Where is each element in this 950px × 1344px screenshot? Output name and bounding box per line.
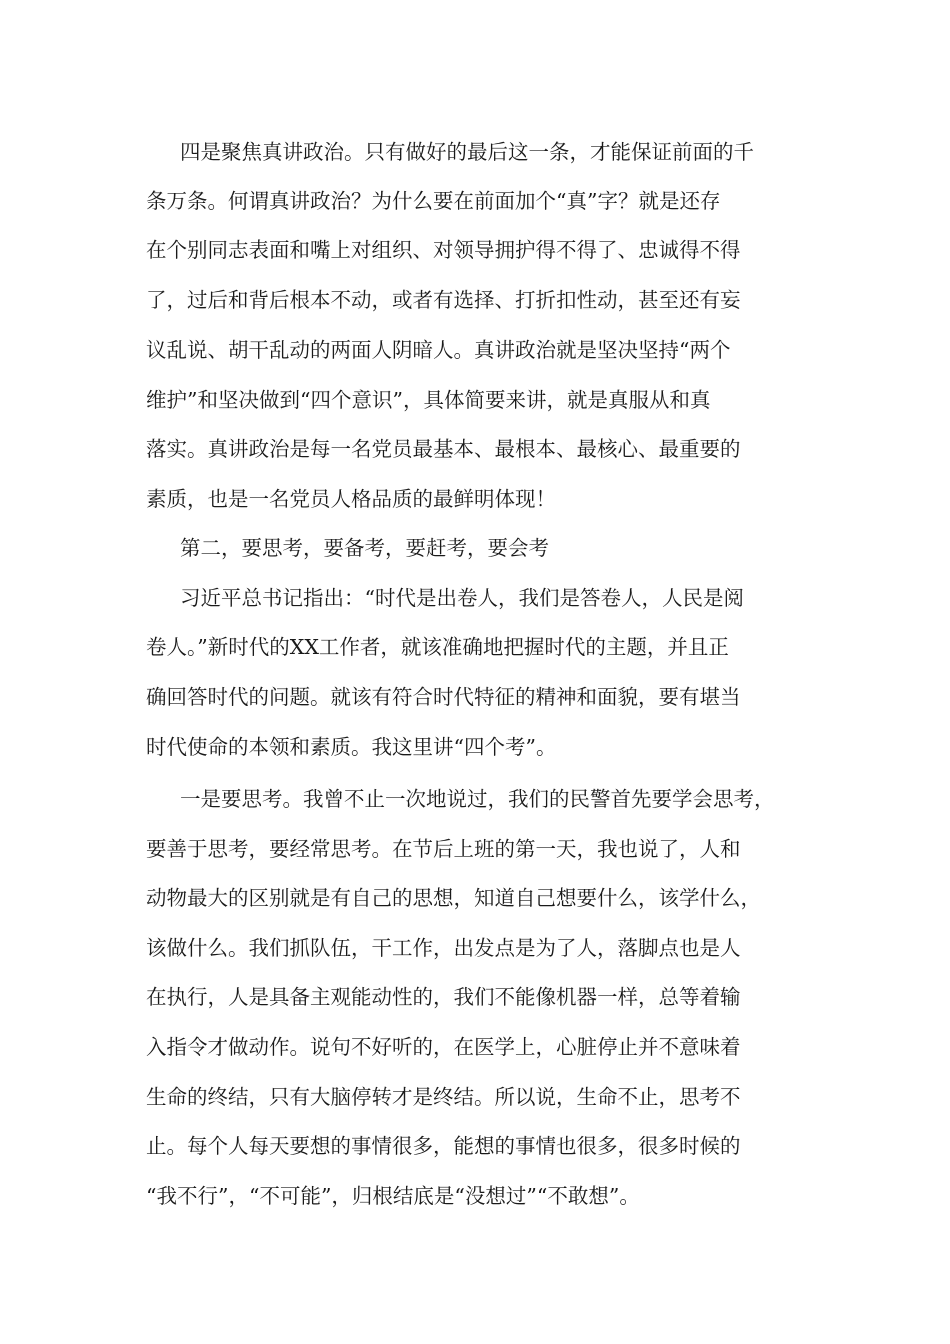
paragraph-4-line-8: 止。每个人每天要想的事情很多，能想的事情也很多，很多时候的 xyxy=(146,1134,741,1158)
paragraph-1-line-3: 在个别同志表面和嘴上对组织、对领导拥护得不得了、忠诚得不得 xyxy=(146,238,741,262)
paragraph-4-line-6: 入指令才做动作。说句不好听的，在医学上，心脏停止并不意味着 xyxy=(146,1035,741,1059)
paragraph-3-line-4: 时代使命的本领和素质。我这里讲“四个考”。 xyxy=(146,735,557,759)
paragraph-1-line-6: 维护”和坚决做到“四个意识”，具体简要来讲，就是真服从和真 xyxy=(146,388,711,412)
paragraph-4-line-9: “我不行”，“不可能”，归根结底是“没想过”“不敢想”。 xyxy=(146,1184,640,1208)
paragraph-4-line-2: 要善于思考，要经常思考。在节后上班的第一天，我也说了，人和 xyxy=(146,837,741,861)
paragraph-1-line-7: 落实。真讲政治是每一名党员最基本、最根本、最核心、最重要的 xyxy=(146,437,741,461)
paragraph-4-line-7: 生命的终结，只有大脑停转才是终结。所以说，生命不止，思考不 xyxy=(146,1085,741,1109)
paragraph-4-line-4: 该做什么。我们抓队伍，干工作，出发点是为了人，落脚点也是人 xyxy=(146,936,741,960)
section-heading: 第二，要思考，要备考，要赶考，要会考 xyxy=(180,536,549,560)
paragraph-3-line-3: 确回答时代的问题。就该有符合时代特征的精神和面貌，要有堪当 xyxy=(146,685,741,709)
paragraph-1-line-2: 条万条。何谓真讲政治？为什么要在前面加个“真”字？就是还存 xyxy=(146,189,721,213)
paragraph-1-line-5: 议乱说、胡干乱动的两面人阴暗人。真讲政治就是坚决坚持“两个 xyxy=(146,338,731,362)
paragraph-4-line-5: 在执行，人是具备主观能动性的，我们不能像机器一样，总等着输 xyxy=(146,985,741,1009)
paragraph-1-line-8: 素质，也是一名党员人格品质的最鲜明体现！ xyxy=(146,487,556,511)
paragraph-1-line-4: 了，过后和背后根本不动，或者有选择、打折扣性动，甚至还有妄 xyxy=(146,288,741,312)
paragraph-1-line-1: 四是聚焦真讲政治。只有做好的最后这一条，才能保证前面的千 xyxy=(180,140,754,164)
paragraph-4-line-3: 动物最大的区别就是有自己的思想，知道自己想要什么，该学什么， xyxy=(146,886,761,910)
paragraph-3-line-1: 习近平总书记指出：“时代是出卷人，我们是答卷人，人民是阅 xyxy=(180,586,744,610)
paragraph-4-line-1: 一是要思考。我曾不止一次地说过，我们的民警首先要学会思考， xyxy=(180,787,775,811)
paragraph-3-line-2: 卷人。”新时代的XX工作者，就该准确地把握时代的主题，并且正 xyxy=(146,635,729,659)
